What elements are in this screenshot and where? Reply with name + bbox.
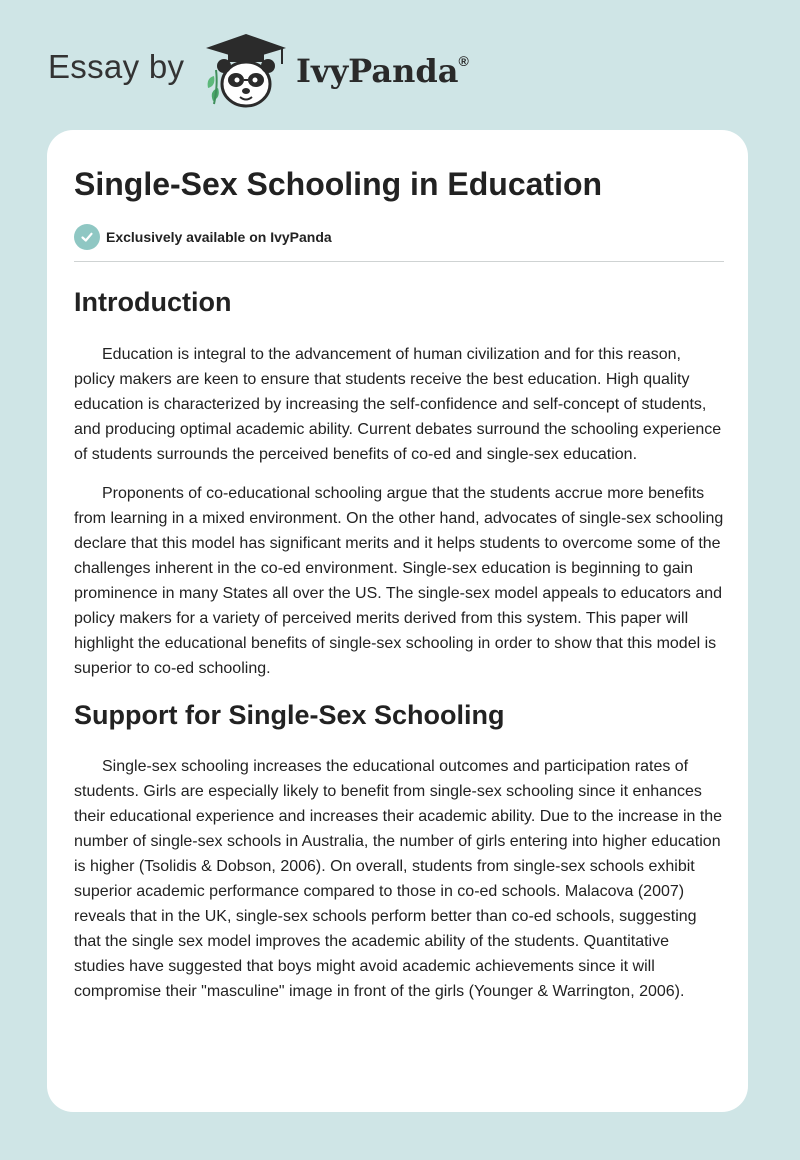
paragraph: Proponents of co-educational schooling argue that the students accrue more benefits from learning in a mixed environment. On the other hand, advocates of single-sex schooling declare that this model has significant merits and it helps students to overcome some of the challenges inherent in the co-ed environment. Single-sex education is beginning to gain prominence in many States all over the US. The single-sex model appeals to educators and policy makers for a variety of perceived merits derived from this system. This paper will highlight the educational benefits of single-sex schooling in order to show that this model is superior to co-ed schooling.: [74, 485, 724, 677]
brand-text: IvyPanda: [296, 52, 459, 90]
essay-card: [47, 130, 748, 1112]
essay-by-label: Essay by: [48, 48, 185, 85]
paragraph: Education is integral to the advancement of human civilization and for this reason, policy makers are keen to ensure that students receive the best education. High quality education is characterized by increasing the self-confidence and self-concept of students, and producing optimal academic ability. Current debates surround the schooling experience of students surrounds the perceived benefits of co-ed and single-sex education.: [74, 346, 722, 463]
panda-graduation-cap-icon[interactable]: [200, 30, 292, 110]
section-heading-support: Support for Single-Sex Schooling: [74, 700, 505, 730]
checkmark-icon: [74, 224, 100, 250]
badge-label: Exclusively available on IvyPanda: [106, 229, 332, 245]
section-heading-introduction: Introduction: [74, 287, 232, 317]
paragraph: Single-sex schooling increases the educational outcomes and participation rates of students. Girls are especially likely to benefit from single-sex schooling since it enhances their educational experience and increases their academic ability. Due to the increase in the number of single-sex schools in Australia, the number of girls entering into higher education is higher (Tsolidis & Dobson, 2006). On overall, students from single-sex schools exhibit superior academic performance compared to those in co-ed schools. Malacova (2007) reveals that in the UK, single-sex schools perform better than co-ed schools, suggesting that the single sex model improves the academic ability of the students. Quantitative studies have suggested that boys might avoid academic achievements since it will compromise their "masculine" image in front of the girls (Younger & Warrington, 2006).: [74, 758, 723, 1000]
site-header: [0, 0, 800, 120]
title-divider: [74, 261, 724, 262]
page-title: Single-Sex Schooling in Education: [74, 166, 603, 202]
essay-content: [74, 162, 724, 1004]
exclusive-badge: [74, 224, 724, 250]
brand-name[interactable]: [296, 52, 469, 90]
registered-mark: ®: [458, 53, 469, 70]
